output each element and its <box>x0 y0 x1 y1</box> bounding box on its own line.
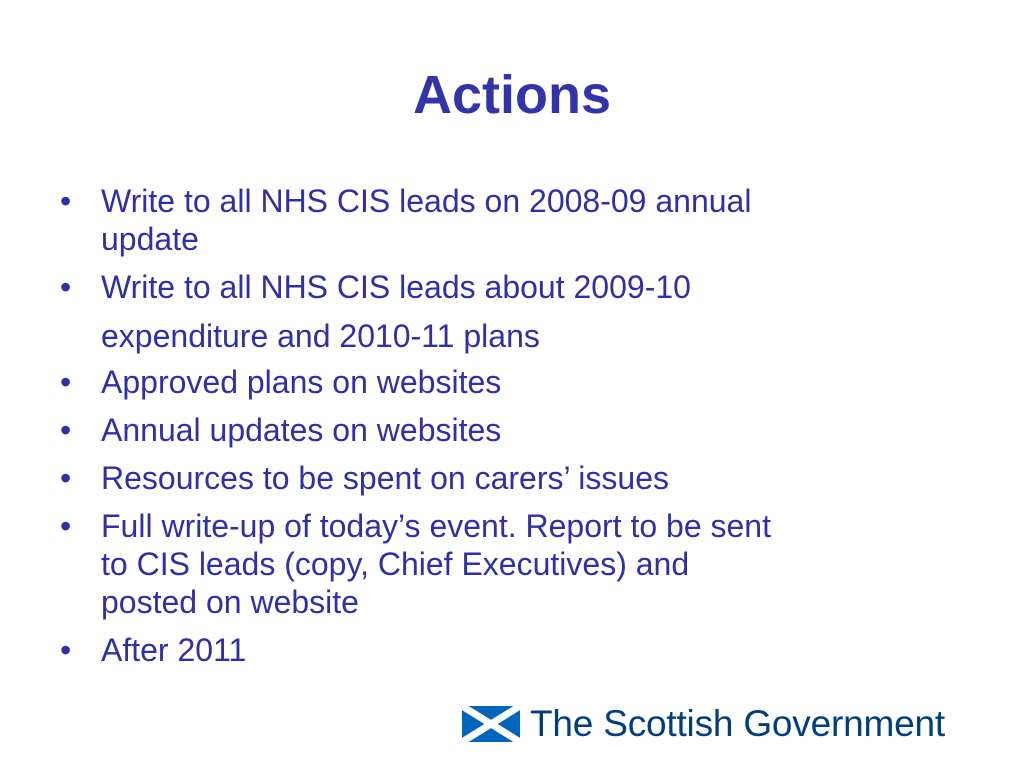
bullet-marker: • <box>60 269 72 305</box>
bullet-text <box>101 363 961 401</box>
bullet-text <box>101 507 961 621</box>
bullet-line: Annual updates on websites <box>101 412 502 448</box>
bullet-line: update <box>101 221 199 257</box>
bullet-marker: • <box>60 632 72 668</box>
bullet-text <box>101 631 961 669</box>
saltire-flag-icon <box>462 706 520 742</box>
bullet-text <box>101 459 961 497</box>
bullet-line: posted on website <box>101 584 359 620</box>
bullet-marker: • <box>60 508 72 544</box>
bullet-line: Resources to be spent on carers’ issues <box>101 460 669 496</box>
bullet-text <box>101 268 961 360</box>
bullet-line: expenditure and 2010-11 plans <box>101 318 540 354</box>
bullet-text <box>101 411 961 449</box>
logo-text: The Scottish Government <box>530 703 945 744</box>
bullet-line: Full write-up of today’s event. Report to be sent <box>101 508 771 544</box>
bullet-line: Write to all NHS CIS leads about 2009-10 <box>101 269 691 305</box>
bullet-marker: • <box>60 364 72 400</box>
bullet-line: to CIS leads (copy, Chief Executives) and <box>101 546 690 582</box>
bullet-text <box>101 182 961 258</box>
slide-title: Actions <box>412 65 612 125</box>
bullet-marker: • <box>60 183 72 219</box>
scottish-government-logo <box>462 700 982 750</box>
bullet-line: Approved plans on websites <box>101 364 502 400</box>
bullet-line: Write to all NHS CIS leads on 2008-09 annual <box>101 183 752 219</box>
bullet-marker: • <box>60 460 72 496</box>
bullet-marker: • <box>60 412 72 448</box>
bullet-line: After 2011 <box>101 632 247 668</box>
